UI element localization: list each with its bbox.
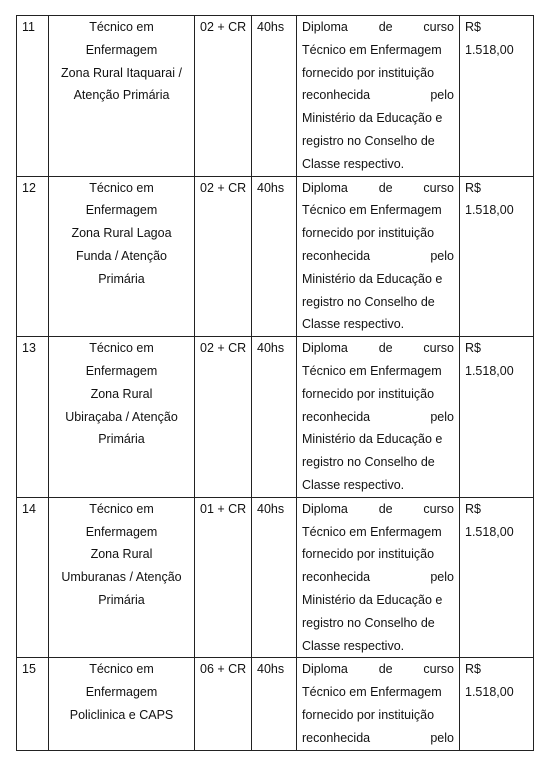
salary-line: 1.518,00 [465,685,514,700]
workload: 40hs [257,662,285,677]
vacancies: 01 + CR [200,501,247,516]
row-number: 15 [22,662,36,677]
position-line: Primária [98,271,145,286]
requirements-cell [297,497,460,658]
position-line: Policlinica e CAPS [69,707,174,722]
position-line: Atenção Primária [73,88,170,103]
vacancies-cell [195,497,252,658]
workload: 40hs [257,180,285,195]
position-line: Zona Rural [90,386,153,401]
row-number-cell [17,337,49,498]
requirements-line: Diploma de curso [302,341,454,356]
position-line: Técnico em [89,662,154,677]
workload-cell [252,337,297,498]
requirements-line: fornecido por instituição [302,226,435,241]
position-line: Umburanas / Atenção [61,570,182,585]
requirements-line: Técnico em Enfermagem [302,203,442,218]
requirements-line: Ministério da Educação e [302,111,443,126]
vacancies: 06 + CR [200,662,247,677]
position-line: Técnico em [89,180,154,195]
requirements-line: registro no Conselho de [302,615,435,630]
salary-line: R$ [465,501,481,516]
requirements-line: Classe respectivo. [302,638,405,653]
requirements-cell [297,337,460,498]
position-line: Zona Rural Lagoa [71,226,172,241]
salary-cell [460,497,534,658]
requirements-line: reconhecida pelo [302,409,454,424]
table-row [17,497,534,658]
row-number-cell [17,16,49,177]
position-line: Enfermagem [85,363,158,378]
requirements-line: fornecido por instituição [302,65,435,80]
requirements-line: fornecido por instituição [302,386,435,401]
row-number: 12 [22,180,36,195]
requirements-line: Diploma de curso [302,662,454,677]
vacancies: 02 + CR [200,180,247,195]
position-line: Enfermagem [85,524,158,539]
salary-line: R$ [465,341,481,356]
salary-line: 1.518,00 [465,524,514,539]
position-line: Técnico em [89,501,154,516]
positions-table [16,15,534,751]
requirements-line: Técnico em Enfermagem [302,685,442,700]
position-line: Zona Rural Itaquarai / [61,65,182,80]
workload: 40hs [257,341,285,356]
position-line: Técnico em [89,20,154,34]
workload-cell [252,16,297,177]
row-number-cell [17,658,49,750]
salary-line: 1.518,00 [465,42,514,57]
requirements-line: reconhecida pelo [302,730,454,745]
requirements-line: reconhecida pelo [302,248,454,263]
requirements-line: Diploma de curso [302,501,454,516]
workload: 40hs [257,501,285,516]
requirements-line: Classe respectivo. [302,477,405,492]
requirements-line: Diploma de curso [302,180,454,195]
vacancies: 02 + CR [200,341,247,356]
workload-cell [252,176,297,337]
workload: 40hs [257,20,285,34]
position-line: Funda / Atenção [75,248,168,263]
vacancies-cell [195,16,252,177]
vacancies-cell [195,337,252,498]
position-line: Primária [98,432,145,447]
requirements-line: Técnico em Enfermagem [302,524,442,539]
requirements-line: reconhecida pelo [302,88,454,103]
requirements-line: Técnico em Enfermagem [302,42,442,57]
salary-line: R$ [465,662,481,677]
requirements-line: fornecido por instituição [302,547,435,562]
requirements-cell [297,16,460,177]
salary-cell [460,176,534,337]
workload-cell [252,497,297,658]
requirements-line: Técnico em Enfermagem [302,363,442,378]
salary-cell [460,16,534,177]
requirements-line: Ministério da Educação e [302,271,443,286]
row-number: 11 [22,20,35,34]
salary-line: 1.518,00 [465,203,514,218]
position-cell [49,337,195,498]
requirements-line: Ministério da Educação e [302,592,443,607]
position-line: Enfermagem [85,203,158,218]
requirements-cell [297,658,460,750]
salary-line: R$ [465,20,481,34]
row-number: 13 [22,341,36,356]
position-cell [49,176,195,337]
requirements-line: Classe respectivo. [302,317,405,332]
position-line: Ubiraçaba / Atenção [65,409,178,424]
position-line: Primária [98,592,145,607]
requirements-line: registro no Conselho de [302,455,435,470]
vacancies-cell [195,176,252,337]
positions-table-body [17,16,534,751]
vacancies-cell [195,658,252,750]
salary-line: R$ [465,180,481,195]
requirements-line: Diploma de curso [302,20,454,34]
position-cell [49,658,195,750]
requirements-line: Classe respectivo. [302,156,405,171]
row-number-cell [17,497,49,658]
requirements-cell [297,176,460,337]
requirements-line: registro no Conselho de [302,294,435,309]
workload-cell [252,658,297,750]
position-line: Enfermagem [85,685,158,700]
requirements-line: Ministério da Educação e [302,432,443,447]
row-number: 14 [22,501,36,516]
row-number-cell [17,176,49,337]
table-row [17,16,534,177]
position-cell [49,497,195,658]
salary-line: 1.518,00 [465,363,514,378]
table-row [17,176,534,337]
requirements-line: fornecido por instituição [302,707,435,722]
requirements-line: reconhecida pelo [302,570,454,585]
position-cell [49,16,195,177]
vacancies: 02 + CR [200,20,247,34]
position-line: Zona Rural [90,547,153,562]
table-row [17,658,534,750]
requirements-line: registro no Conselho de [302,133,435,148]
salary-cell [460,658,534,750]
position-line: Enfermagem [85,42,158,57]
salary-cell [460,337,534,498]
position-line: Técnico em [89,341,154,356]
table-row [17,337,534,498]
